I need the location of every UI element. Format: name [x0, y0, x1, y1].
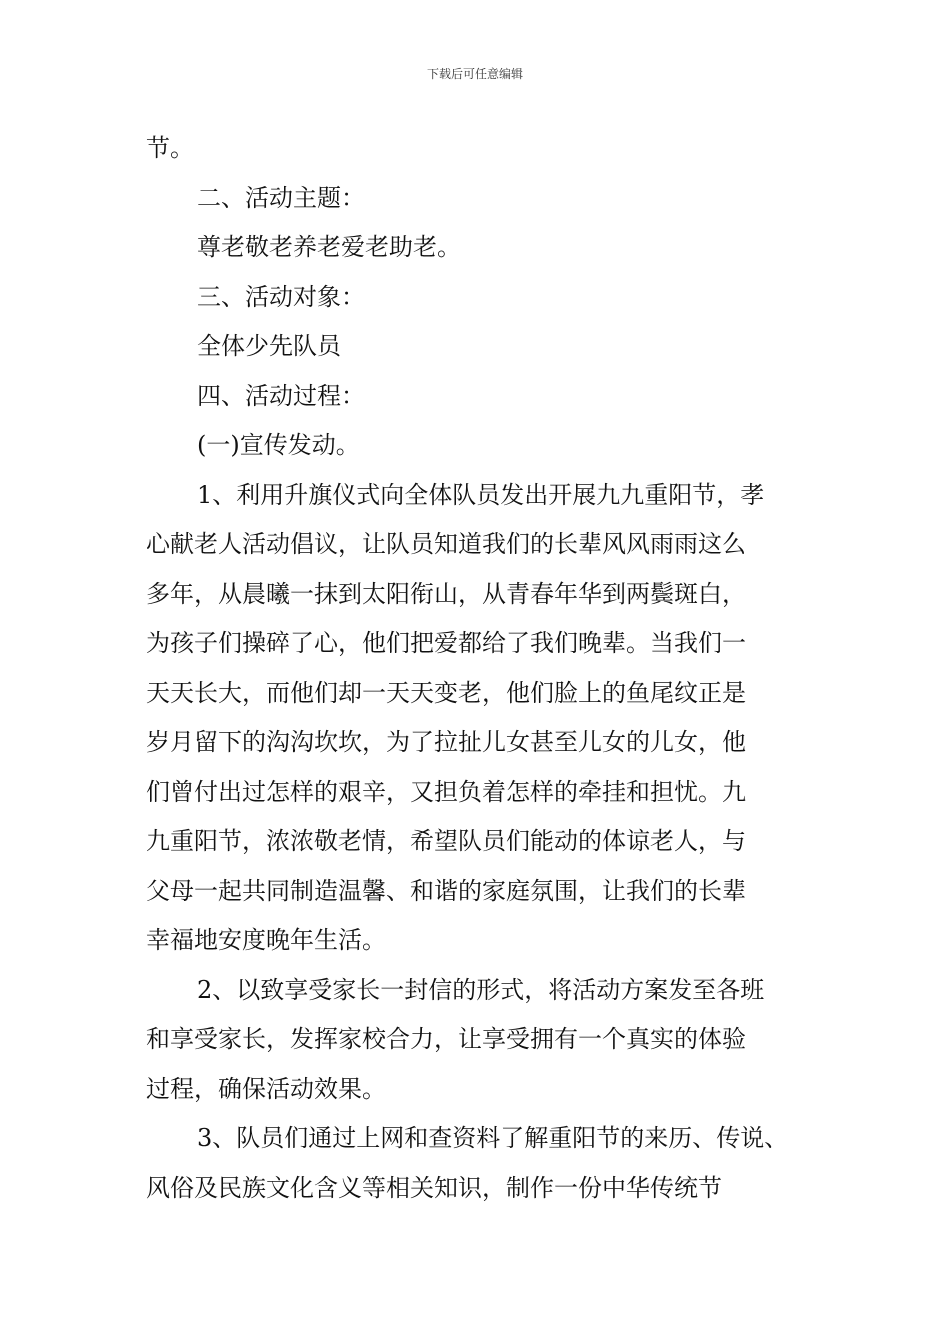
item-1-line-7: 们曾付出过怎样的艰辛，又担负着怎样的牵挂和担忧。九	[146, 777, 746, 806]
item-1-line-2: 心献老人活动倡议，让队员知道我们的长辈风风雨雨这么	[146, 530, 746, 558]
item-1-line-3: 多年，从晨曦一抹到太阳衔山，从青春年华到两鬓斑白，	[146, 579, 746, 608]
item-1-line-5: 天天长大，而他们却一天天变老，他们脸上的鱼尾纹正是	[146, 678, 746, 707]
section-heading-theme: 二、活动主题：	[197, 183, 365, 212]
item-1-line-9: 父母一起共同制造温馨、和谐的家庭氛围，让我们的长辈	[146, 876, 746, 905]
document-body	[146, 124, 810, 1213]
item-1-line-10: 幸福地安度晚年生活。	[146, 926, 386, 954]
item-1-line-4: 为孩子们操碎了心，他们把爱都给了我们晚辈。当我们一	[146, 629, 746, 657]
item-3-line-2: 风俗及民族文化含义等相关知识，制作一份中华传统节	[146, 1173, 722, 1202]
item-3-line-1: 3、队员们通过上网和查资料了解重阳节的来历、传说、	[197, 1124, 789, 1152]
section-heading-process: 四、活动过程：	[197, 381, 365, 410]
item-1-line-8: 九重阳节，浓浓敬老情，希望队员们能动的体谅老人，与	[146, 827, 746, 855]
item-1-line-1: 1、利用升旗仪式向全体队员发出开展九九重阳节，孝	[197, 480, 765, 509]
item-2-line-1: 2、以致享受家长一封信的形式，将活动方案发至各班	[197, 975, 765, 1004]
item-1-line-6: 岁月留下的沟沟坎坎，为了拉扯儿女甚至儿女的儿女，他	[146, 728, 746, 756]
item-2-line-3: 过程，确保活动效果。	[146, 1074, 386, 1103]
theme-text: 尊老敬老养老爱老助老。	[197, 233, 461, 261]
section-heading-target: 三、活动对象：	[197, 282, 365, 311]
line-1: 节。	[146, 134, 194, 162]
page-header-note: 下载后可任意编辑	[426, 67, 523, 81]
target-text: 全体少先队员	[197, 332, 341, 360]
subsection-heading-publicity: (一)宣传发动。	[197, 431, 360, 459]
item-2-line-2: 和享受家长，发挥家校合力，让享受拥有一个真实的体验	[146, 1025, 746, 1053]
